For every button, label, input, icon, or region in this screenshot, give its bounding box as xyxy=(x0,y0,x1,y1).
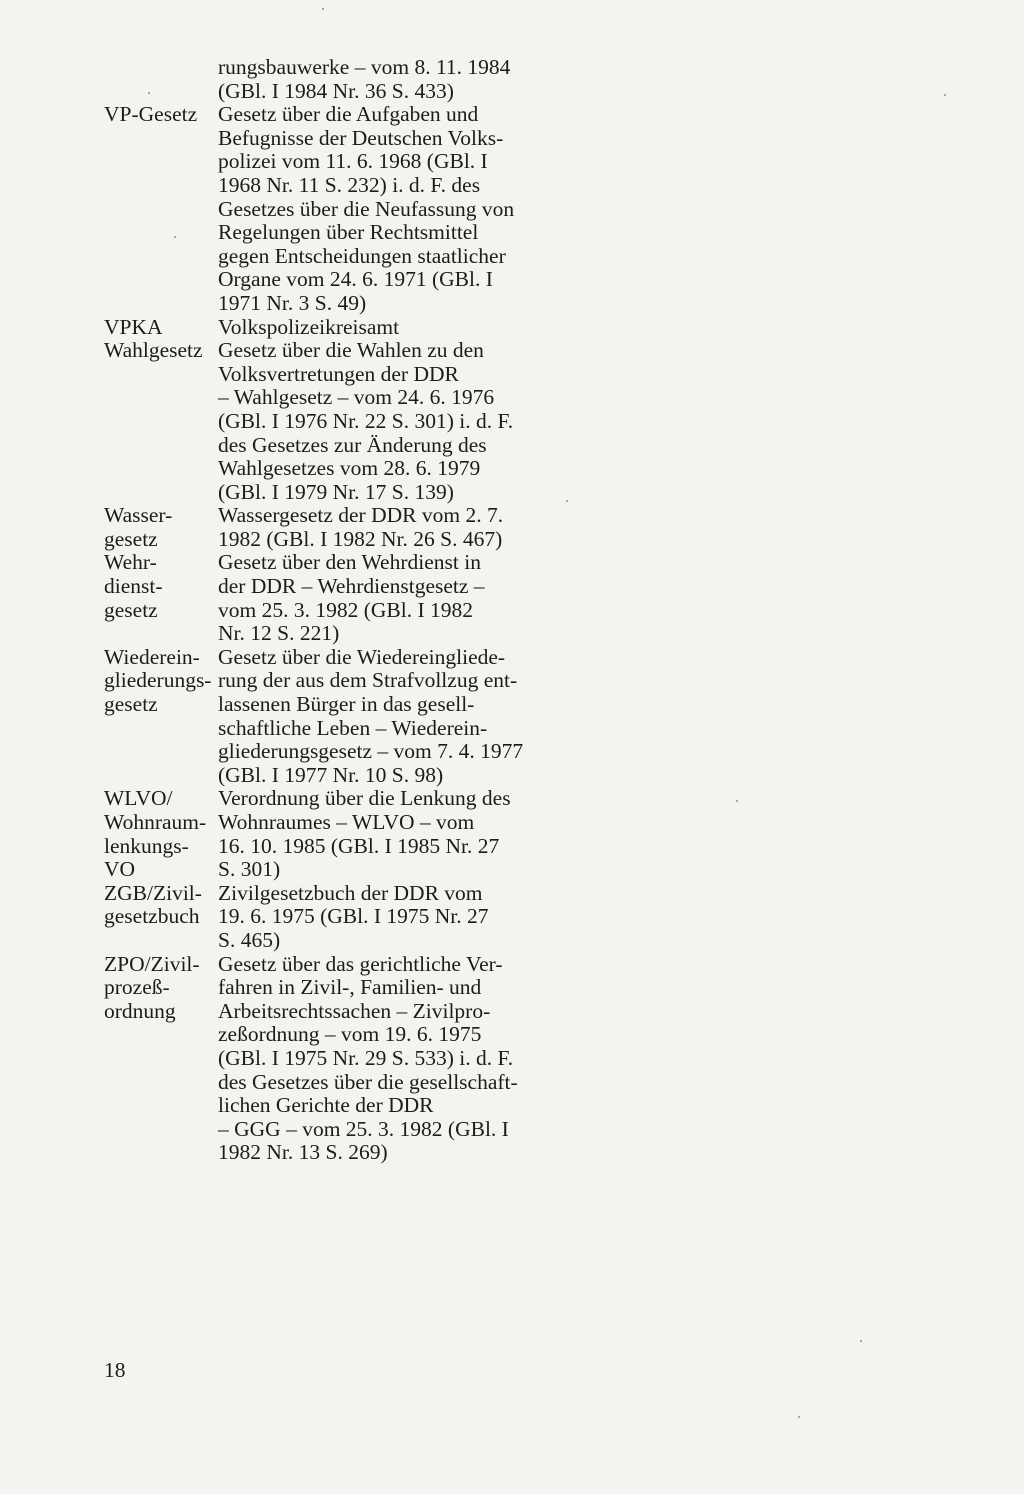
abbreviation-term-line: gesetz xyxy=(104,597,158,622)
definition-line: Gesetz über die Wahlen zu den xyxy=(218,338,484,363)
definition-line: S. 301) xyxy=(218,857,281,882)
abbreviation-definition xyxy=(218,339,544,504)
definition-line: Wassergesetz der DDR vom 2. 7. xyxy=(218,503,504,528)
abbreviation-term-line: ordnung xyxy=(104,998,176,1023)
page-number: 18 xyxy=(104,1358,126,1382)
definition-line: (GBl. I 1975 Nr. 29 S. 533) i. d. F. xyxy=(218,1045,514,1070)
abbreviation-entry xyxy=(104,953,544,1165)
definition-line: schaftliche Leben – Wiederein- xyxy=(218,715,488,740)
abbreviation-term xyxy=(104,882,218,929)
abbreviation-entry xyxy=(104,551,544,645)
definition-line: Gesetz über das gerichtliche Ver- xyxy=(218,951,503,976)
definition-line: zeßordnung – vom 19. 6. 1975 xyxy=(218,1022,482,1047)
definition-line: vom 25. 3. 1982 (GBl. I 1982 xyxy=(218,597,474,622)
abbreviation-entry xyxy=(104,316,544,340)
abbreviation-term xyxy=(104,953,218,1024)
definition-line: der DDR – Wehrdienstgesetz – xyxy=(218,574,485,599)
abbreviation-term-line: Wiederein- xyxy=(104,644,200,669)
abbreviation-definition xyxy=(218,316,544,340)
definition-line: polizei vom 11. 6. 1968 (GBl. I xyxy=(218,149,488,174)
abbreviation-term-line: gesetz xyxy=(104,526,158,551)
abbreviation-term-line: VPKA xyxy=(104,314,163,339)
abbreviation-entry xyxy=(104,504,544,551)
definition-line: Volkspolizeikreisamt xyxy=(218,314,400,339)
abbreviation-definition xyxy=(218,953,544,1165)
definition-line: – GGG – vom 25. 3. 1982 (GBl. I xyxy=(218,1116,509,1141)
definition-line: (GBl. I 1984 Nr. 36 S. 433) xyxy=(218,78,454,103)
definition-line: Gesetzes über die Neufassung von xyxy=(218,196,515,221)
scan-speck xyxy=(322,8,324,10)
scan-speck xyxy=(860,1340,862,1342)
definition-line: 16. 10. 1985 (GBl. I 1985 Nr. 27 xyxy=(218,833,500,858)
definition-line: Organe vom 24. 6. 1971 (GBl. I xyxy=(218,267,493,292)
definition-line: Volksvertretungen der DDR xyxy=(218,361,459,386)
abbreviation-term-line: Wasser- xyxy=(104,503,173,528)
definition-line: (GBl. I 1976 Nr. 22 S. 301) i. d. F. xyxy=(218,408,514,433)
abbreviation-definition xyxy=(218,551,544,645)
abbreviation-term-line: ZPO/Zivil- xyxy=(104,951,200,976)
definition-line: 1982 Nr. 13 S. 269) xyxy=(218,1140,388,1165)
abbreviation-term-line: Wahlgesetz xyxy=(104,338,203,363)
abbreviation-definition xyxy=(218,787,544,881)
definition-line: lichen Gerichte der DDR xyxy=(218,1093,434,1118)
abbreviation-term xyxy=(104,103,218,127)
definition-line: (GBl. I 1977 Nr. 10 S. 98) xyxy=(218,762,444,787)
definition-line: 1971 Nr. 3 S. 49) xyxy=(218,290,367,315)
scan-speck xyxy=(944,94,946,96)
abbreviation-term xyxy=(104,504,218,551)
abbreviation-term xyxy=(104,339,218,363)
abbreviation-term-line: dienst- xyxy=(104,574,163,599)
abbreviation-term-line: VO xyxy=(104,857,136,882)
scan-speck xyxy=(736,800,738,802)
abbreviation-term xyxy=(104,646,218,717)
definition-line: Gesetz über die Aufgaben und xyxy=(218,102,479,127)
definition-line: rungsbauwerke – vom 8. 11. 1984 xyxy=(218,55,511,79)
definition-line: (GBl. I 1979 Nr. 17 S. 139) xyxy=(218,479,454,504)
abbreviation-definition xyxy=(218,646,544,788)
abbreviation-term-line: lenkungs- xyxy=(104,833,189,858)
definition-line: – Wahlgesetz – vom 24. 6. 1976 xyxy=(218,385,495,410)
definition-line: rung der aus dem Strafvollzug ent- xyxy=(218,668,518,693)
definition-line: gliederungsgesetz – vom 7. 4. 1977 xyxy=(218,739,524,764)
definition-line: Wahlgesetzes vom 28. 6. 1979 xyxy=(218,456,481,481)
scan-speck xyxy=(798,1416,800,1418)
scan-speck xyxy=(566,500,568,502)
abbreviation-entry xyxy=(104,646,544,788)
abbreviation-entry xyxy=(104,103,544,315)
abbreviation-term-line: gesetz xyxy=(104,692,158,717)
definition-line: Gesetz über den Wehrdienst in xyxy=(218,550,481,575)
abbreviation-term-line: ZGB/Zivil- xyxy=(104,880,202,905)
definition-line: lassenen Bürger in das gesell- xyxy=(218,692,475,717)
abbreviation-term xyxy=(104,551,218,622)
abbreviation-entry xyxy=(104,339,544,504)
definition-line: Nr. 12 S. 221) xyxy=(218,621,340,646)
definition-line: Wohnraumes – WLVO – vom xyxy=(218,810,475,834)
definition-line: Arbeitsrechtssachen – Zivilpro- xyxy=(218,998,491,1023)
definition-line: 1968 Nr. 11 S. 232) i. d. F. des xyxy=(218,172,481,197)
definition-line: Befugnisse der Deutschen Volks- xyxy=(218,125,504,150)
abbreviation-definition xyxy=(218,103,544,315)
definition-line: gegen Entscheidungen staatlicher xyxy=(218,243,506,268)
abbreviation-definition xyxy=(218,504,544,551)
definition-line: Regelungen über Rechtsmittel xyxy=(218,220,479,245)
abbreviation-term-line: gliederungs- xyxy=(104,668,212,693)
abbreviation-term-line: VP-Gesetz xyxy=(104,102,198,127)
abbreviation-entry xyxy=(104,882,544,953)
abbreviation-term xyxy=(104,787,218,881)
scan-speck xyxy=(148,92,150,94)
abbreviation-term-line: gesetzbuch xyxy=(104,904,200,929)
abbreviation-definition xyxy=(218,56,544,103)
abbreviation-term xyxy=(104,316,218,340)
definition-line: fahren in Zivil-, Familien- und xyxy=(218,975,482,1000)
definition-line: des Gesetzes über die gesellschaft- xyxy=(218,1069,518,1094)
abbreviation-term-line: prozeß- xyxy=(104,975,170,1000)
abbreviation-term-line: WLVO/ xyxy=(104,786,173,811)
abbreviation-list xyxy=(104,56,544,1165)
definition-line: 1982 (GBl. I 1982 Nr. 26 S. 467) xyxy=(218,526,503,551)
definition-line: Verordnung über die Lenkung des xyxy=(218,786,511,811)
abbreviation-entry xyxy=(104,56,544,103)
scan-speck xyxy=(174,236,176,238)
abbreviation-term-line: Wohnraum- xyxy=(104,810,207,834)
definition-line: 19. 6. 1975 (GBl. I 1975 Nr. 27 xyxy=(218,904,489,929)
definition-line: S. 465) xyxy=(218,927,281,952)
definition-line: des Gesetzes zur Änderung des xyxy=(218,432,487,457)
abbreviation-term-line: Wehr- xyxy=(104,550,157,575)
definition-line: Zivilgesetzbuch der DDR vom xyxy=(218,880,483,905)
abbreviation-entry xyxy=(104,787,544,881)
definition-line: Gesetz über die Wiedereingliede- xyxy=(218,644,506,669)
abbreviation-definition xyxy=(218,882,544,953)
